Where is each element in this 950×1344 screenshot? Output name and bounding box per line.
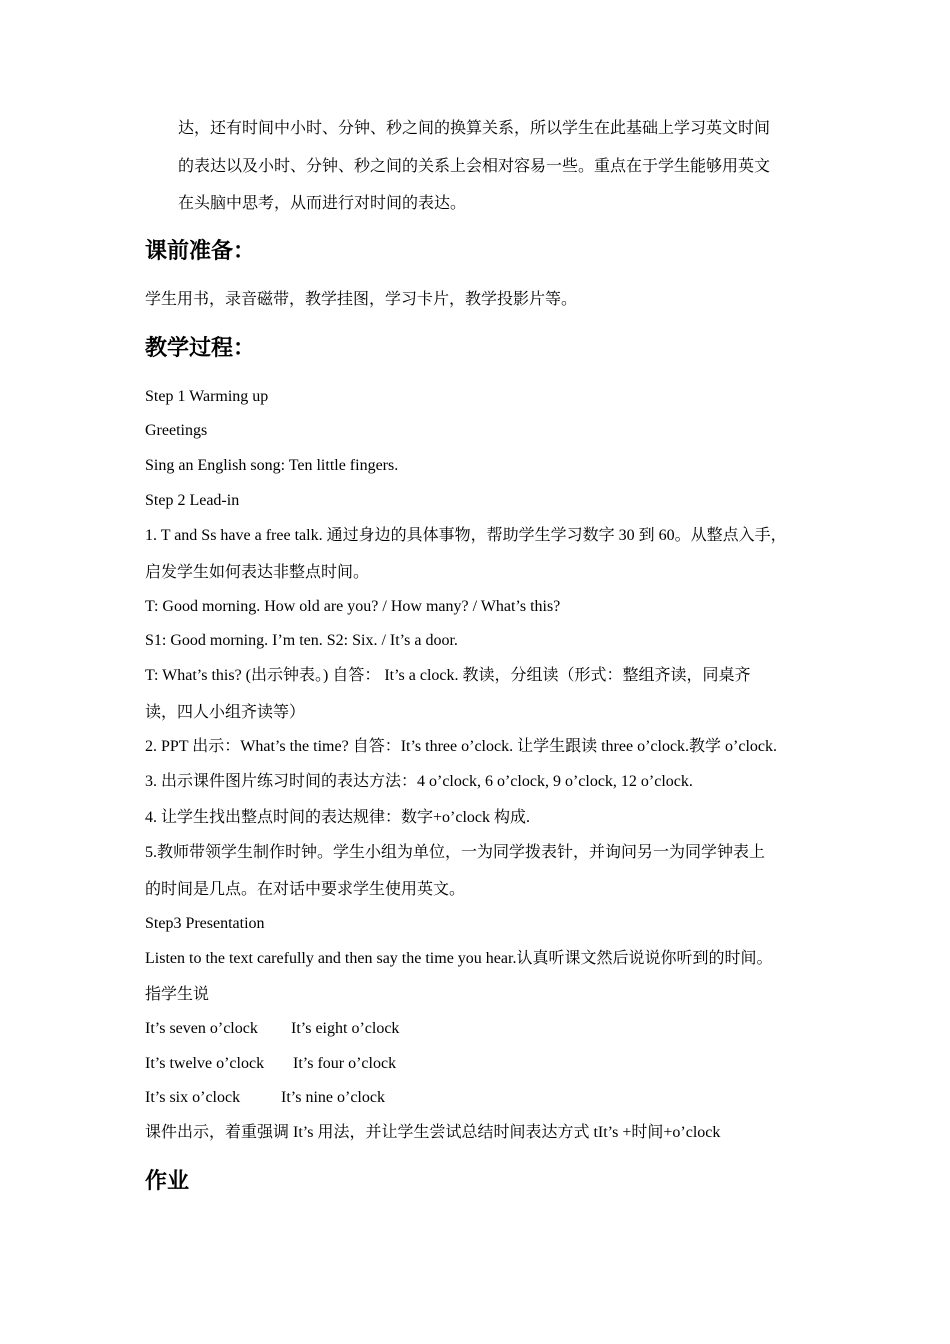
time-phrase: It’s six o’clock: [145, 1089, 241, 1106]
step-line: 2. PPT 出示：What’s the time? 自答：It’s three o’clock. 让学生跟读 three o’clock.教学 o’clock.: [145, 738, 778, 755]
intro-line: 的表达以及小时、分钟、秒之间的关系上会相对容易一些。重点在于学生能够用英文: [178, 158, 771, 175]
step-line: 指学生说: [145, 986, 210, 1003]
step-line: 3. 出示课件图片练习时间的表达方法：4 o’clock, 6 o’clock, 9 o’clock, 12 o’clock.: [145, 773, 693, 790]
summary-line: 课件出示，着重强调 It’s 用法，并让学生尝试总结时间表达方式 tIt’s +时间+o’clock: [145, 1124, 721, 1141]
step-line: Listen to the text carefully and then say the time you hear.认真听课文然后说说你听到的时间。: [145, 950, 773, 967]
time-phrase: It’s seven o’clock: [145, 1020, 258, 1037]
step-line: Greetings: [145, 422, 208, 439]
step-line: Sing an English song: Ten little fingers.: [145, 457, 399, 474]
step-line: T: Good morning. How old are you? / How many? / What’s this?: [145, 598, 561, 615]
step-line: S1: Good morning. I’m ten. S2: Six. / It’s a door.: [145, 632, 458, 649]
step-line: 读，四人小组齐读等）: [145, 704, 306, 721]
step-line: Step 2 Lead-in: [145, 492, 240, 509]
time-phrase: It’s nine o’clock: [281, 1089, 385, 1106]
time-phrase: It’s twelve o’clock: [145, 1055, 265, 1072]
step-line: 启发学生如何表达非整点时间。: [145, 564, 370, 581]
step-line: 的时间是几点。在对话中要求学生使用英文。: [145, 881, 466, 898]
homework-heading: 作业: [145, 1169, 190, 1194]
step-line: Step3 Presentation: [145, 915, 265, 932]
step-line: Step 1 Warming up: [145, 388, 269, 405]
process-heading: 教学过程：: [145, 336, 256, 361]
step-line: 1. T and Ss have a free talk. 通过身边的具体事物，帮助学生学习数字 30 到 60。从整点入手，: [145, 527, 787, 544]
intro-line: 达，还有时间中小时、分钟、秒之间的换算关系，所以学生在此基础上学习英文时间: [178, 120, 771, 137]
time-phrase: It’s eight o’clock: [291, 1020, 400, 1037]
step-line: T: What’s this? (出示钟表。) 自答： It’s a clock. 教读，分组读（形式：整组齐读，同桌齐: [145, 667, 751, 684]
step-line: 5.教师带领学生制作时钟。学生小组为单位，一为同学拨表针，并询问另一为同学钟表上: [145, 844, 766, 861]
step-line: 4. 让学生找出整点时间的表达规律：数字+o’clock 构成.: [145, 809, 531, 826]
prep-text: 学生用书，录音磁带，教学挂图，学习卡片，教学投影片等。: [145, 291, 578, 308]
prep-heading: 课前准备：: [145, 239, 256, 264]
intro-line: 在头脑中思考，从而进行对时间的表达。: [178, 195, 467, 212]
time-phrase: It’s four o’clock: [293, 1055, 397, 1072]
